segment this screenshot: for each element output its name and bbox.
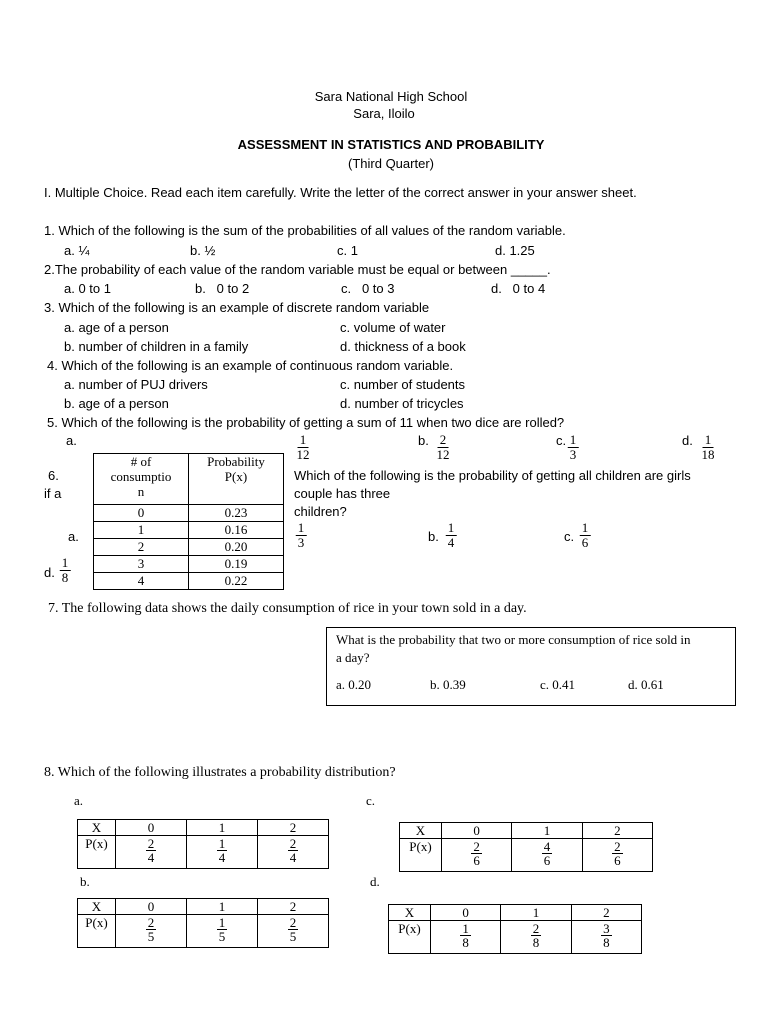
q3-option-b: b. number of children in a family <box>64 339 249 354</box>
header-consumption-line3: n <box>137 484 145 499</box>
q8-option-c-label: c. <box>366 793 376 808</box>
numerator: 3 <box>603 921 610 936</box>
q1-text: 1. Which of the following is the sum of the probabilities of all values of the random variable. <box>44 223 566 238</box>
q4-option-d: d. number of tricycles <box>340 396 464 411</box>
table-row <box>78 836 329 869</box>
numerator: 2 <box>147 915 155 930</box>
q5-a-numerator: 1 <box>299 432 307 447</box>
q1-option-c: c. 1 <box>337 243 358 258</box>
q6-a-numerator: 1 <box>297 520 305 535</box>
table-row <box>94 505 284 522</box>
q2-option-b: b. 0 to 2 <box>195 281 250 296</box>
q2-option-a: a. 0 to 1 <box>64 281 111 296</box>
q8-option-a-label: a. <box>74 793 84 808</box>
consumption-table <box>93 453 284 590</box>
table-row <box>400 823 653 839</box>
q7-box-line1: What is the probability that two or more consumption of rice sold in <box>336 632 691 647</box>
quarter-label: (Third Quarter) <box>348 156 434 171</box>
q1-option-b: b. ½ <box>190 243 216 258</box>
q6-option-a-label: a. <box>68 529 79 544</box>
header-consumption-line1: # of <box>130 454 152 469</box>
denominator: 5 <box>147 929 155 944</box>
denominator: 8 <box>603 935 610 950</box>
q4-text: 4. Which of the following is an example of continuous random variable. <box>47 358 454 373</box>
q1-option-d: d. 1.25 <box>495 243 535 258</box>
q6-option-a-fraction <box>296 521 307 550</box>
table-cell <box>187 915 258 948</box>
table-cell: 1 <box>187 820 258 836</box>
table-cell: 0.16 <box>189 522 284 539</box>
instructions: I. Multiple Choice. Read each item carefully. Write the letter of the correct answer in your answer sheet. <box>44 185 637 200</box>
column-header-consumption <box>94 454 189 505</box>
table-row <box>94 556 284 573</box>
numerator: 2 <box>289 836 297 851</box>
table-cell <box>116 836 187 869</box>
q6-text-line2: couple has three <box>294 486 391 501</box>
table-cell <box>258 915 329 948</box>
q3-option-a: a. age of a person <box>64 320 169 335</box>
table-row <box>389 905 642 921</box>
denominator: 5 <box>289 929 297 944</box>
school-location: Sara, Iloilo <box>353 106 415 121</box>
q6-number: 6. <box>48 468 59 483</box>
denominator: 8 <box>462 935 469 950</box>
q6-b-numerator: 1 <box>447 520 455 535</box>
table-cell: 0.19 <box>189 556 284 573</box>
fraction <box>612 840 623 867</box>
numerator: 2 <box>147 836 155 851</box>
fraction <box>471 840 482 867</box>
fraction <box>531 922 542 949</box>
table-cell <box>442 839 512 872</box>
p-label-cell: P(x) <box>389 921 431 954</box>
q5-option-a-fraction <box>295 433 312 462</box>
denominator: 6 <box>614 853 621 868</box>
q7-box-line2: a day? <box>336 650 370 665</box>
q5-a-denominator: 12 <box>296 447 310 462</box>
table-cell <box>187 836 258 869</box>
table-cell: 0 <box>116 820 187 836</box>
q6-c-numerator: 1 <box>581 520 589 535</box>
q5-c-denominator: 3 <box>569 447 577 462</box>
table-cell <box>116 915 187 948</box>
table-cell: 2 <box>94 539 189 556</box>
q8-option-d-label: d. <box>370 874 380 889</box>
header-probability-line1: Probability <box>207 454 265 469</box>
school-name: Sara National High School <box>314 89 468 104</box>
numerator: 2 <box>289 915 297 930</box>
p-label-cell: P(x) <box>400 839 442 872</box>
table-cell: 0 <box>94 505 189 522</box>
q6-option-b-fraction <box>446 521 457 550</box>
fraction <box>460 922 471 949</box>
table-cell: 0 <box>442 823 512 839</box>
q7-option-a: a. 0.20 <box>336 677 372 692</box>
column-header-probability <box>189 454 284 505</box>
q5-b-numerator: 2 <box>439 432 447 447</box>
numerator: 4 <box>543 839 551 854</box>
page-title: ASSESSMENT IN STATISTICS AND PROBABILITY <box>237 137 545 152</box>
table-cell: 1 <box>94 522 189 539</box>
q8-table-a <box>77 819 329 869</box>
table-cell: 0.22 <box>189 573 284 590</box>
q8-table-d <box>388 904 642 954</box>
table-row <box>78 899 329 915</box>
denominator: 8 <box>532 935 540 950</box>
q5-option-c-label: c. <box>556 433 567 448</box>
q5-option-b-label: b. <box>418 433 429 448</box>
q6-text-line3: children? <box>294 504 347 519</box>
table-cell <box>501 921 571 954</box>
q4-option-a: a. number of PUJ drivers <box>64 377 208 392</box>
q6-option-c-fraction <box>580 521 591 550</box>
q3-text: 3. Which of the following is an example of discrete random variable <box>44 300 430 315</box>
denominator: 4 <box>289 850 297 865</box>
denominator: 4 <box>218 850 226 865</box>
q2-option-c: c. 0 to 3 <box>341 281 395 296</box>
fraction <box>288 837 299 864</box>
table-cell <box>431 921 501 954</box>
table-cell: 2 <box>582 823 652 839</box>
table-cell: 2 <box>258 899 329 915</box>
q5-text: 5. Which of the following is the probability of getting a sum of 11 when two dice are rolled? <box>47 415 565 430</box>
q6-option-b-label: b. <box>428 529 439 544</box>
q5-option-d-label: d. <box>682 433 693 448</box>
table-cell: 1 <box>501 905 571 921</box>
table-row <box>78 915 329 948</box>
table-cell <box>582 839 652 872</box>
q5-b-denominator: 12 <box>436 447 450 462</box>
table-row <box>94 539 284 556</box>
table-cell <box>258 836 329 869</box>
table-cell: 0.20 <box>189 539 284 556</box>
table-row <box>94 522 284 539</box>
q4-option-c: c. number of students <box>340 377 466 392</box>
q7-option-d: d. 0.61 <box>628 677 664 692</box>
denominator: 6 <box>473 853 480 868</box>
table-cell: 0 <box>116 899 187 915</box>
q6-c-denominator: 6 <box>581 535 589 550</box>
denominator: 5 <box>218 929 226 944</box>
table-cell: 0.23 <box>189 505 284 522</box>
fraction <box>146 837 157 864</box>
q7-question-box <box>326 627 736 706</box>
q6-d-denominator: 8 <box>61 570 69 585</box>
table-cell: 2 <box>258 820 329 836</box>
fraction <box>217 916 228 943</box>
q5-option-d-fraction <box>700 433 717 462</box>
p-label-cell: P(x) <box>78 836 116 869</box>
q5-d-denominator: 18 <box>701 447 715 462</box>
table-row <box>78 820 329 836</box>
table-cell: 4 <box>94 573 189 590</box>
q8-table-c <box>399 822 653 872</box>
header-consumption-line2: consumptio <box>110 469 172 484</box>
q5-option-b-fraction <box>435 433 452 462</box>
fraction <box>146 916 157 943</box>
q6-option-c-label: c. <box>564 529 575 544</box>
x-label-cell: X <box>78 820 116 836</box>
fraction <box>542 840 553 867</box>
q7-text: 7. The following data shows the daily consumption of rice in your town sold in a day. <box>48 601 527 616</box>
q3-option-d: d. thickness of a book <box>340 339 466 354</box>
p-label-cell: P(x) <box>78 915 116 948</box>
numerator: 1 <box>218 836 226 851</box>
denominator: 6 <box>543 853 551 868</box>
numerator: 2 <box>473 839 480 854</box>
table-row <box>94 573 284 590</box>
q1-option-a: a. ¼ <box>64 243 90 258</box>
q6-text-line1: Which of the following is the probability of getting all children are girls <box>294 468 691 483</box>
q7-option-b: b. 0.39 <box>430 677 466 692</box>
q5-c-numerator: 1 <box>569 432 577 447</box>
q8-text: 8. Which of the following illustrates a probability distribution? <box>44 765 396 780</box>
table-header-row <box>94 454 284 505</box>
fraction <box>288 916 299 943</box>
table-row <box>400 839 653 872</box>
fraction <box>601 922 612 949</box>
x-label-cell: X <box>400 823 442 839</box>
denominator: 4 <box>147 850 155 865</box>
q6-option-d-label: d. <box>44 565 55 580</box>
q7-option-c: c. 0.41 <box>540 677 576 692</box>
numerator: 2 <box>614 839 621 854</box>
q6-if-a: if a <box>44 486 62 501</box>
header-probability-line2: P(x) <box>224 469 248 484</box>
numerator: 1 <box>218 915 226 930</box>
q5-option-c-fraction <box>568 433 579 462</box>
x-label-cell: X <box>389 905 431 921</box>
table-cell: 0 <box>431 905 501 921</box>
table-cell <box>512 839 582 872</box>
table-cell: 2 <box>571 905 641 921</box>
q5-d-numerator: 1 <box>704 432 712 447</box>
q8-table-b <box>77 898 329 948</box>
q2-option-d: d. 0 to 4 <box>491 281 546 296</box>
q6-b-denominator: 4 <box>447 535 455 550</box>
x-label-cell: X <box>78 899 116 915</box>
table-cell: 3 <box>94 556 189 573</box>
q3-option-c: c. volume of water <box>340 320 446 335</box>
numerator: 2 <box>532 921 540 936</box>
q6-d-numerator: 1 <box>61 555 69 570</box>
q2-text: 2.The probability of each value of the random variable must be equal or between _____. <box>44 262 551 277</box>
q6-option-d-fraction <box>60 556 71 585</box>
table-cell <box>571 921 641 954</box>
table-cell: 1 <box>512 823 582 839</box>
q6-a-denominator: 3 <box>297 535 305 550</box>
table-row <box>389 921 642 954</box>
fraction <box>217 837 228 864</box>
table-cell: 1 <box>187 899 258 915</box>
q4-option-b: b. age of a person <box>64 396 169 411</box>
numerator: 1 <box>462 921 469 936</box>
q5-option-a-label: a. <box>66 433 77 448</box>
q8-option-b-label: b. <box>80 874 90 889</box>
